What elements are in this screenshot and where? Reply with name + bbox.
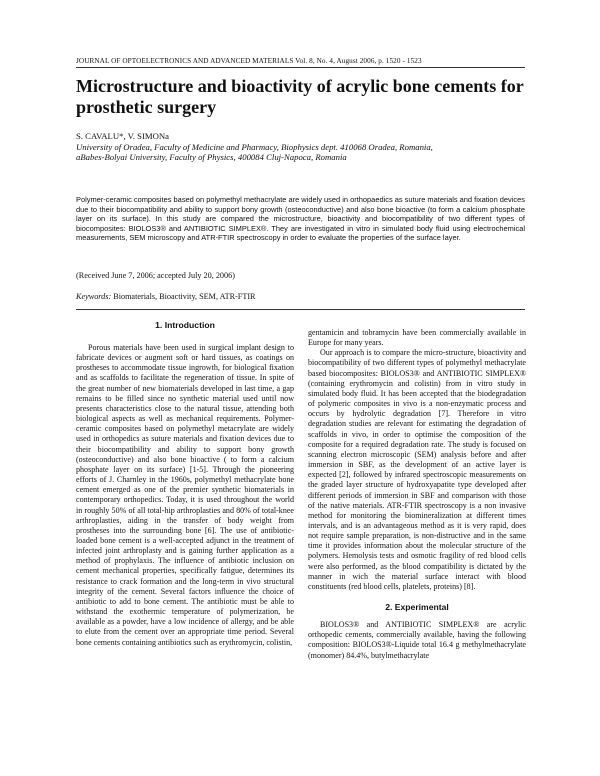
header-rule [76, 67, 525, 68]
abstract-rule [76, 309, 525, 310]
intro-paragraph-2: Our approach is to compare the micro-structure, bioactivity and biocompatibility of two different types of polymethyl methacrylate based biocomposites: BIOLOS3® and ANTIBIOTIC SIMPLEX® (containing erythromycin and colistin) from in vitro study in simulated body fluid. It has been accepted that the biodegradation of polymeric composites in vivo is a non-enzymatic process and occurs by hydrolytic degradation [7]. Therefore in vitro degradation studies are relevant for estimating the degradation of scaffolds in vivo, in order to optimise the composition of the composite for a required degradation rate. The study is focused on scanning electron microscopic (SEM) analysis before and after immersion in SBF, as the development of an active layer is expected [2], followed by infrared spectroscopic measurements on the graded layer structure of hydroxyapatite type developed after different periods of immersion in SBF and comparison with those of the native materials. ATR-FTIR spectroscopy is a non invasive method for monitoring the biomineralization at different times intervals, and is an advantageous method as it is very rapid, does not require sample preparation, is non-distructive and in the same time it provides information about the molecular structure of the polymers. Hemolysis tests and osmotic fragility of red blood cells were also performed, as the blood compatibility is dictated by the manner in wich the material surface interact with blood constituents (red blood cells, platelets, proteins) [8]. [308, 348, 526, 591]
section-heading-experimental: 2. Experimental [385, 602, 449, 613]
section-heading-introduction: 1. Introduction [155, 320, 215, 330]
affiliation-1: University of Oradea, Faculty of Medicine and Pharmacy, Biophysics dept. 410068 Oradea, Romania, [76, 141, 433, 152]
experimental-paragraph-1: BIOLOS3® and ANTIBIOTIC SIMPLEX® are acrylic orthopedic cements, commercially available, having the following composition: BIOLOS3®-Liquide total 16.4 g methylmethacrylate (monomer) 84.4%, butylmethacrylate [308, 620, 526, 660]
received-dates: (Received June 7, 2006; accepted July 20, 2006) [76, 271, 235, 280]
keywords-label: Keywords: [76, 292, 112, 301]
authors: S. CAVALU*, V. SIMONa [76, 131, 170, 141]
right-column [308, 328, 526, 661]
intro-continuation: gentamicin and tobramycin have been commercially available in Europe for many years. [308, 328, 526, 348]
abstract: Polymer-ceramic composites based on polymethyl methacrylate are widely used in orthopaedics as suture materials and fixation devices due to their biocompatibility and ability to support bony growth (osteoconductive) and also bone bioactive (to form a calcium phosphate layer on its surface). In this study are compared the microstructure, bioactivity and biocompatibility of two different types of biocomposites: BIOLOS3® and ANTIBIOTIC SIMPLEX®. They are investigated in vitro in simulated body fluid using electrochemical measurements, SEM microscopy and ATR-FTIR spectroscopy in order to evaluate the properties of the surface layer. [76, 195, 525, 243]
keywords-list: Biomaterials, Bioactivity, SEM, ATR-FTIR [111, 292, 256, 301]
journal-header: JOURNAL OF OPTOELECTRONICS AND ADVANCED MATERIALS Vol. 8, No. 4, August 2006, p. 1520 - 1523 [76, 57, 422, 65]
author-block [76, 131, 526, 163]
keywords [76, 292, 256, 301]
paper-title: Microstructure and bioactivity of acrylic bone cements for prosthetic surgery [76, 76, 524, 117]
left-column [76, 320, 294, 648]
affiliation-2: aBabes-Bolyai University, Faculty of Physics, 400084 Cluj-Napoca, Romania [76, 152, 347, 162]
intro-paragraph-1: Porous materials have been used in surgical implant design to fabricate devices or augment soft or hard tissues, as coatings on prostheses to accommodate tissue ingrowth, for biological fixation and as scaffolds to facilitate the regeneration of tissue. In spite of the great number of new biomaterials developed in last time, a gap remains to be filled since no synthetic material used until now presents characteristics close to the natural tissue, attending both biological aspects as well as mechanical requirements. Polymer-ceramic composites based on polymethyl metacrylate are widely used in orthopedics as suture materials and fixation devices due to their biocompatibility and ability to support bony growth (osteoconductive) and also bone bioactive ( to form a calcium phosphate layer on its surface) [1-5]. Through the pioneering efforts of J. Charnley in the 1960s, polymethyl methacrylate bone cement emerged as one of the premier synthetic biomaterials in contemporary orthopedics. Today, it is used throughout the world in roughly 50% of all total-hip arthroplasties and 80% of total-knee arthroplasties, aiding in the transfer of body weight from prostheses into the surrounding bone [6]. The use of antibiotic-loaded bone cement is a well-accepted adjunct in the treatment of infected joint arthroplasty and is gaining further application as a method of prophylaxis. The influence of antibiotic inclusion on cement mechanical properties, specifically fatigue, determines its resistance to crack formation and the long-term in vivo structural integrity of the cement. Several factors influence the choice of antibiotic to add to bone cement. The antibiotic must be able to withstand the exothermic temperature of polymerization, be available as a powder, have a low incidence of allergy, and be able to elute from the cement over an appropriate time period. Several bone cements containing antibiotics such as erythromycin, colistin, [76, 343, 294, 647]
